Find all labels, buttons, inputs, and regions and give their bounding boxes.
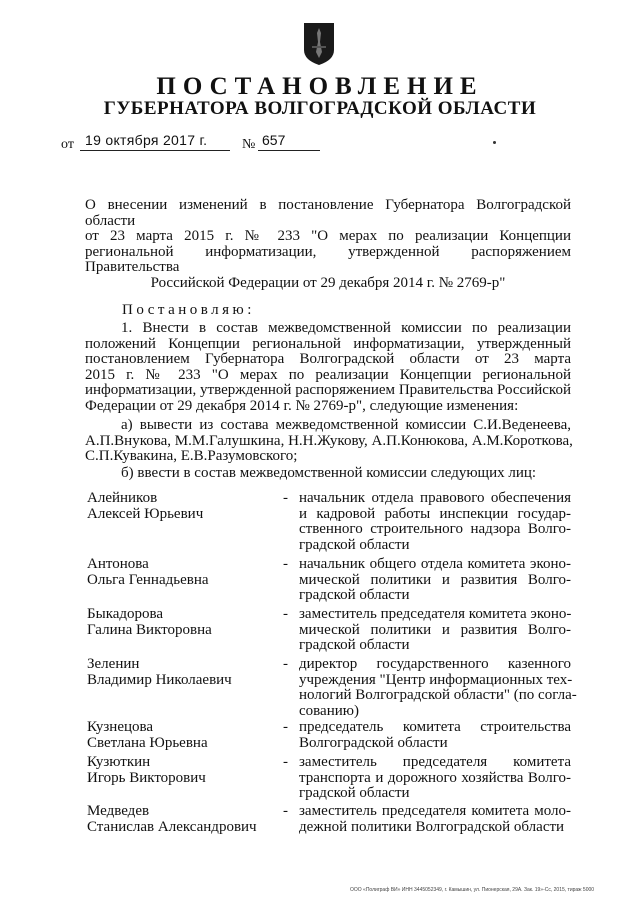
position-line: начальник общего отдела комитета эконо- [299, 556, 571, 572]
member-position [299, 557, 571, 604]
member-position [299, 491, 571, 553]
paragraph-line: С.П.Кувакина, Е.В.Разумовского; [85, 448, 298, 464]
member-surname: Медведев [87, 803, 150, 819]
paragraph-line: А.П.Внукова, М.М.Галушкина, Н.Н.Жукову, А.П.Конюкова, А.М.Короткова, [85, 432, 573, 449]
coat-of-arms-icon [303, 22, 335, 66]
position-line: заместитель председателя комитета эконо- [299, 606, 572, 622]
position-line: директор государственного казенного [299, 656, 571, 672]
position-line: транспорта и дорожного хозяйства Волго- [299, 769, 571, 786]
position-line: градской области [299, 785, 410, 801]
position-line: градской области [299, 536, 410, 553]
member-name [87, 557, 277, 588]
paragraph-line: информатизации, утвержденной распоряжением Правительства Российской [85, 382, 571, 398]
member-given-names: Галина Викторовна [87, 621, 212, 638]
position-line: градской области [299, 637, 410, 653]
position-line: ственного строительного надзора Волго- [299, 521, 571, 537]
paragraph-line: б) ввести в состав межведомственной комиссии следующих лиц: [121, 465, 537, 481]
position-line: заместитель председателя комитета моло- [299, 803, 571, 819]
member-surname: Кузнецова [87, 719, 154, 735]
member-dash: - [283, 803, 288, 819]
member-position [299, 607, 571, 654]
subject-line: региональной информатизации, утвержденной распоряжением Правительства [85, 243, 571, 275]
paragraph-line: 1. Внести в состав межведомственной комиссии по реализации [121, 320, 571, 336]
number-label: № [242, 137, 256, 152]
member-position [299, 755, 571, 802]
stray-mark [493, 141, 496, 144]
member-name [87, 607, 277, 638]
paragraph-line: а) вывести из состава межведомственной комиссии С.И.Веденеева, [121, 417, 571, 433]
decree-word: Постановляю: [122, 302, 255, 318]
member-surname: Быкадорова [87, 606, 164, 622]
paragraph-line: 2015 г. № 233 "О мерах по реализации Концепции региональной [85, 366, 571, 383]
member-given-names: Станислав Александрович [87, 818, 257, 835]
position-line: учреждения "Центр информационных тех- [299, 671, 573, 688]
member-dash: - [283, 606, 288, 622]
member-name [87, 755, 277, 786]
paragraph-b [85, 466, 571, 482]
member-name [87, 491, 277, 522]
document-title: ПОСТАНОВЛЕНИЕ [156, 73, 484, 100]
printer-footer: ООО «Полиграф ВИ» ИНН 3445052349, г. Камышин, ул. Пионерская, 29А. Зак. 19»-Сс, 2015, тираж 5000 [350, 887, 595, 893]
number-value: 657 [262, 132, 286, 148]
subject-line: от 23 марта 2015 г. № 233 "О мерах по реализации Концепции [85, 228, 571, 244]
position-line: начальник отдела правового обеспечения [299, 490, 571, 506]
member-surname: Кузюткин [87, 754, 151, 770]
member-name [87, 657, 277, 688]
position-line: сованию) [299, 702, 359, 719]
member-name [87, 720, 277, 751]
member-position [299, 656, 577, 719]
date-label: от [61, 137, 74, 152]
paragraph-a [85, 418, 571, 465]
member-surname: Зеленин [87, 656, 140, 672]
position-line: нологий Волгоградской области" (по согла- [299, 687, 577, 703]
position-line: заместитель председателя комитета [299, 754, 571, 770]
paragraph-line: постановлением Губернатора Волгоградской области от 23 марта [85, 351, 571, 367]
member-dash: - [283, 490, 288, 506]
member-dash: - [283, 556, 288, 572]
document-subtitle: ГУБЕРНАТОРА ВОЛГОГРАДСКОЙ ОБЛАСТИ [103, 98, 537, 119]
member-dash: - [283, 754, 288, 770]
member-position [299, 720, 571, 751]
paragraph-line: положений Концепции региональной информатизации, утвержденный [85, 335, 571, 352]
member-surname: Алейников [87, 490, 158, 506]
position-line: градской области [299, 587, 410, 603]
member-given-names: Ольга Геннадьевна [87, 571, 209, 588]
member-given-names: Алексей Юрьевич [87, 505, 204, 522]
position-line: председатель комитета строительства [299, 719, 571, 735]
position-line: Волгоградской области [299, 734, 448, 751]
member-position [299, 804, 571, 835]
paragraph-1 [85, 321, 571, 414]
document-subject [85, 198, 571, 291]
member-dash: - [283, 719, 288, 735]
member-given-names: Игорь Викторович [87, 769, 206, 786]
position-line: и кадровой работы инспекции государ- [299, 505, 571, 522]
date-underline [80, 150, 230, 151]
member-given-names: Владимир Николаевич [87, 671, 232, 688]
subject-line: Российской Федерации от 29 декабря 2014 г. № 2769-р" [150, 274, 506, 291]
subject-line: О внесении изменений в постановление Губернатора Волгоградской области [85, 197, 571, 229]
paragraph-line: Федерации от 29 декабря 2014 г. № 2769-р", следующие изменения: [85, 397, 519, 414]
number-underline [258, 150, 320, 151]
member-surname: Антонова [87, 556, 149, 572]
position-line: дежной политики Волгоградской области [299, 818, 565, 835]
member-given-names: Светлана Юрьевна [87, 734, 208, 751]
member-dash: - [283, 656, 288, 672]
position-line: мической политики и развития Волго- [299, 571, 571, 588]
date-value: 19 октября 2017 г. [85, 132, 208, 148]
member-name [87, 804, 277, 835]
position-line: мической политики и развития Волго- [299, 621, 571, 638]
